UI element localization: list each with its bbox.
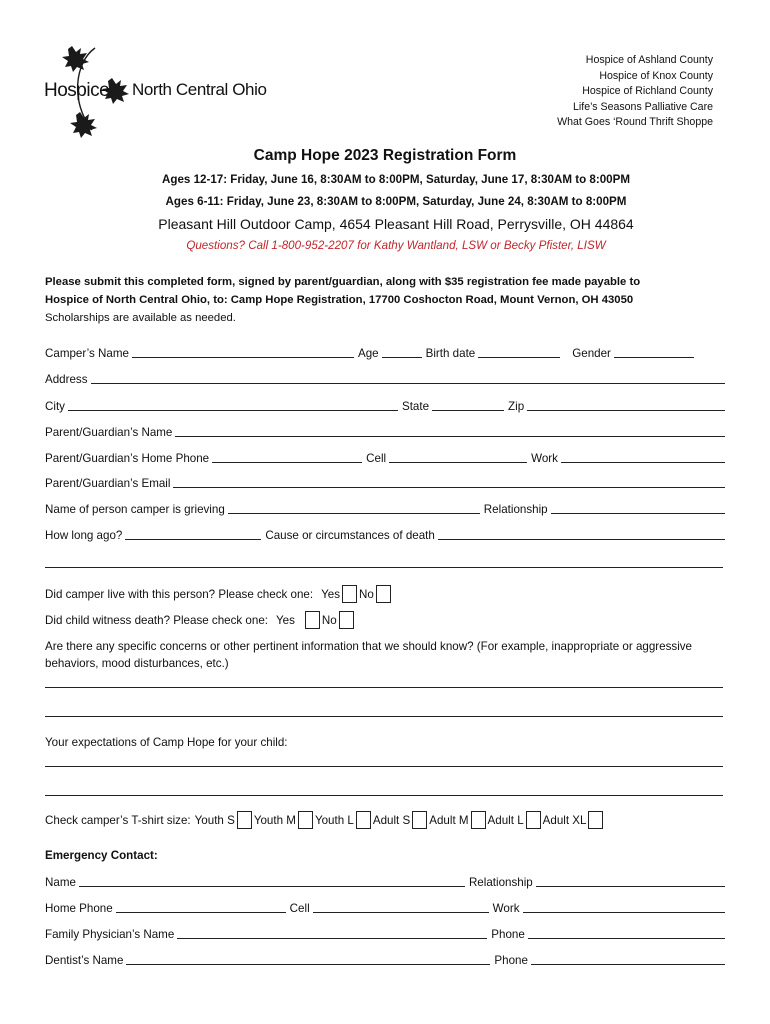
- dentist-phone-field[interactable]: [531, 951, 725, 965]
- ages-teen-schedule: Ages 12-17: Friday, June 16, 8:30AM to 8:00PM, Saturday, June 17, 8:30AM to 8:00PM: [162, 173, 630, 186]
- affiliate-item: Hospice of Richland County: [582, 85, 713, 98]
- dentist-row: [45, 949, 725, 967]
- size-adult-l-label: Adult L: [487, 813, 524, 827]
- concerns-question: Are there any specific concerns or other pertinent information that we should know? (For example, inappropriate or aggressive behaviors, mood disturbances, etc.): [45, 640, 693, 670]
- guardian-work-label: Work: [531, 452, 558, 465]
- state-field[interactable]: [432, 397, 504, 411]
- affiliate-item: Life’s Seasons Palliative Care: [573, 100, 713, 113]
- zip-label: Zip: [508, 400, 525, 413]
- size-youth-l-checkbox[interactable]: [356, 811, 371, 829]
- city-field[interactable]: [68, 397, 398, 411]
- city-label: City: [45, 400, 65, 413]
- tshirt-size-row: [45, 810, 605, 830]
- guardian-phone-row: [45, 447, 725, 465]
- size-adult-m-label: Adult M: [429, 813, 469, 827]
- guardian-email-row: [45, 472, 725, 490]
- address-field[interactable]: [91, 370, 725, 384]
- lived-with-yes-checkbox[interactable]: [342, 585, 357, 603]
- dentist-name-label: Dentist’s Name: [45, 954, 124, 967]
- guardian-email-field[interactable]: [173, 474, 725, 488]
- physician-name-field[interactable]: [177, 925, 487, 939]
- lived-with-question: Did camper live with this person? Please check one:: [45, 587, 314, 601]
- guardian-name-label: Parent/Guardian’s Name: [45, 426, 173, 439]
- size-adult-s-label: Adult S: [372, 813, 411, 827]
- campers-name-label: Camper’s Name: [45, 347, 129, 360]
- age-label: Age: [357, 347, 379, 360]
- expectations-line-2[interactable]: [45, 795, 723, 796]
- witness-row: [45, 610, 356, 630]
- lived-with-no-checkbox[interactable]: [376, 585, 391, 603]
- city-state-zip-row: [45, 395, 725, 413]
- physician-phone-label: Phone: [491, 928, 525, 941]
- death-details-row: [45, 524, 725, 542]
- instructions-line-1: Please submit this completed form, signed by parent/guardian, along with $35 registration fee made payable to: [45, 276, 641, 288]
- cause-field[interactable]: [438, 526, 725, 540]
- lived-with-row: [45, 584, 393, 604]
- size-adult-s-checkbox[interactable]: [412, 811, 427, 829]
- emergency-cell-label: Cell: [289, 902, 310, 915]
- size-youth-s-label: Youth S: [194, 813, 235, 827]
- guardian-email-label: Parent/Guardian’s Email: [45, 477, 171, 490]
- guardian-home-phone-field[interactable]: [212, 449, 362, 463]
- guardian-name-row: [45, 421, 725, 439]
- physician-row: [45, 923, 725, 941]
- dentist-name-field[interactable]: [126, 951, 490, 965]
- form-title: Camp Hope 2023 Registration Form: [253, 147, 517, 164]
- zip-field[interactable]: [527, 397, 725, 411]
- emergency-home-phone-field[interactable]: [116, 899, 286, 913]
- instructions-line-2: Hospice of North Central Ohio, to: Camp Hope Registration, 17700 Coshocton Road, Mount Vernon, OH 43050: [45, 294, 634, 306]
- witness-yes-label: Yes: [276, 613, 295, 627]
- size-adult-xl-label: Adult XL: [542, 813, 587, 827]
- hospice-logo: [40, 42, 270, 142]
- expectations-line-1[interactable]: [45, 766, 723, 767]
- relationship-label: Relationship: [483, 503, 548, 516]
- address-row: [45, 368, 725, 386]
- size-youth-l-label: Youth L: [314, 813, 354, 827]
- size-adult-l-checkbox[interactable]: [526, 811, 541, 829]
- birth-date-field[interactable]: [478, 344, 560, 358]
- grieving-row: [45, 498, 725, 516]
- emergency-relationship-field[interactable]: [536, 873, 725, 887]
- grieving-name-label: Name of person camper is grieving: [45, 503, 225, 516]
- size-adult-m-checkbox[interactable]: [471, 811, 486, 829]
- cause-continuation-line[interactable]: [45, 567, 723, 568]
- gender-label: Gender: [572, 347, 611, 360]
- emergency-work-label: Work: [492, 902, 520, 915]
- witness-no-checkbox[interactable]: [339, 611, 354, 629]
- lived-with-yes-label: Yes: [321, 587, 340, 601]
- ages-child-schedule: Ages 6-11: Friday, June 23, 8:30AM to 8:00PM, Saturday, June 24, 8:30AM to 8:00PM: [165, 195, 627, 208]
- how-long-ago-field[interactable]: [125, 526, 261, 540]
- lived-with-no-label: No: [359, 587, 374, 601]
- concerns-line-2[interactable]: [45, 716, 723, 717]
- guardian-work-field[interactable]: [561, 449, 725, 463]
- birth-date-label: Birth date: [425, 347, 476, 360]
- expectations-question: Your expectations of Camp Hope for your child:: [45, 736, 288, 749]
- emergency-cell-field[interactable]: [313, 899, 489, 913]
- dentist-phone-label: Phone: [494, 954, 528, 967]
- campers-name-field[interactable]: [132, 344, 354, 358]
- gender-field[interactable]: [614, 344, 694, 358]
- emergency-work-field[interactable]: [523, 899, 726, 913]
- age-field[interactable]: [382, 344, 422, 358]
- how-long-ago-label: How long ago?: [45, 529, 123, 542]
- emergency-phone-row: [45, 897, 725, 915]
- guardian-cell-label: Cell: [366, 452, 387, 465]
- size-youth-s-checkbox[interactable]: [237, 811, 252, 829]
- emergency-home-phone-label: Home Phone: [45, 902, 113, 915]
- emergency-name-row: [45, 871, 725, 889]
- physician-name-label: Family Physician’s Name: [45, 928, 175, 941]
- physician-phone-field[interactable]: [528, 925, 725, 939]
- cause-label: Cause or circumstances of death: [265, 529, 435, 542]
- affiliate-list: [557, 53, 713, 131]
- scholarship-note: Scholarships are available as needed.: [45, 312, 236, 324]
- logo-wordmark-hospice: Hospice: [44, 80, 110, 101]
- emergency-name-field[interactable]: [79, 873, 465, 887]
- affiliate-item: What Goes ‘Round Thrift Shoppe: [557, 116, 713, 129]
- witness-question: Did child witness death? Please check one:: [45, 613, 268, 627]
- concerns-line-1[interactable]: [45, 687, 723, 688]
- size-youth-m-checkbox[interactable]: [298, 811, 313, 829]
- camper-info-row: [45, 342, 725, 360]
- size-adult-xl-checkbox[interactable]: [588, 811, 603, 829]
- camp-location: Pleasant Hill Outdoor Camp, 4654 Pleasant Hill Road, Perrysville, OH 44864: [158, 216, 634, 232]
- affiliate-item: Hospice of Knox County: [599, 69, 713, 82]
- emergency-contact-heading: Emergency Contact:: [45, 849, 158, 862]
- affiliate-item: Hospice of Ashland County: [585, 54, 713, 66]
- emergency-name-label: Name: [45, 876, 76, 889]
- guardian-cell-field[interactable]: [389, 449, 527, 463]
- relationship-field[interactable]: [551, 500, 725, 514]
- guardian-home-phone-label: Parent/Guardian’s Home Phone: [45, 452, 210, 465]
- address-label: Address: [45, 373, 88, 386]
- tshirt-size-label: Check camper’s T-shirt size:: [45, 813, 191, 827]
- emergency-relationship-label: Relationship: [468, 876, 533, 889]
- state-label: State: [401, 400, 430, 413]
- size-youth-m-label: Youth M: [253, 813, 296, 827]
- questions-contact: Questions? Call 1-800-952-2207 for Kathy Wantland, LSW or Becky Pfister, LISW: [186, 239, 606, 252]
- grieving-name-field[interactable]: [228, 500, 480, 514]
- witness-yes-checkbox[interactable]: [305, 611, 320, 629]
- witness-no-label: No: [321, 613, 337, 627]
- logo-wordmark-region: North Central Ohio: [132, 80, 267, 99]
- guardian-name-field[interactable]: [175, 423, 725, 437]
